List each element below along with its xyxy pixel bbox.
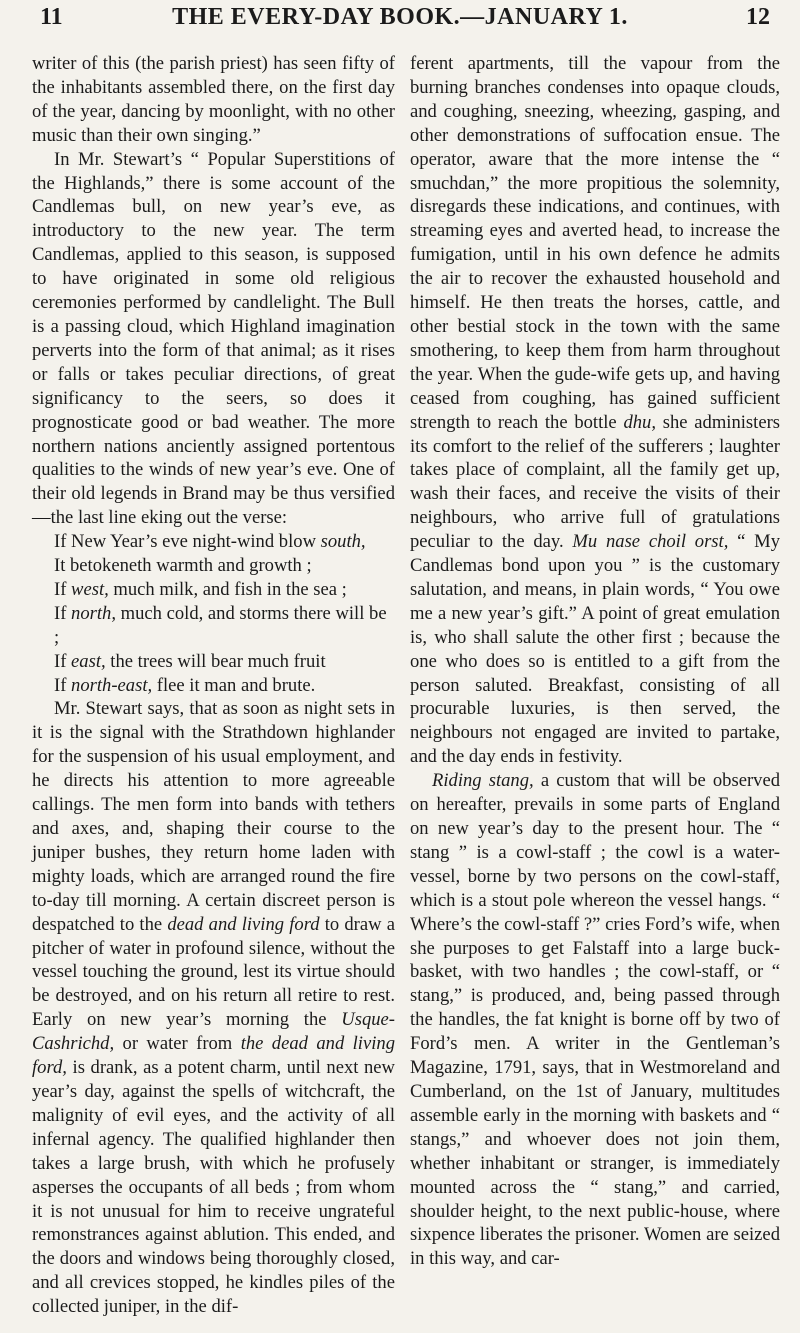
right-column bbox=[410, 52, 780, 1271]
paragraph: ferent apartments, till the vapour from the burning branches condenses into opaque clouds, and coughing, sneezing, wheezing, gasping, and other demonstrations of suffocation ensue. The operator, aware that the more intense the “ smuchdan,” the more propitious the solemnity, disregards these indications, and continues, with streaming eyes and averted head, to increase the fumigation, until in his own defence he admits the air to recover the exhausted household and himself. He then treats the horses, cattle, and other bestial stock in the town with the same smothering, to keep them from harm throughout the year. When the gude-wife gets up, and having ceased from coughing, has gained sufficient strength to reach the bottle dhu, she administers its comfort to the relief of the sufferers ; laughter takes place of complaint, all the family get up, wash their faces, and receive the visits of their neighbours, who arrive full of gratulations peculiar to the day. Mu nase choil orst, “ My Candlemas bond upon you ” is the customary salutation, and means, in plain words, “ You owe me a new year’s gift.” A point of great emulation is, who shall salute the other first ; because the one who does so is entitled to a gift from the person saluted. Breakfast, consisting of all procurable luxuries, is then served, the neighbours not engaged are invited to partake, and the day ends in festivity. bbox=[410, 53, 780, 768]
verse-line: If north, much cold, and storms there will be ; bbox=[54, 602, 387, 648]
left-column bbox=[32, 52, 395, 1319]
verse-line: If west, much milk, and fish in the sea ; bbox=[54, 578, 347, 600]
verse-line: It betokeneth warmth and growth ; bbox=[54, 555, 312, 577]
running-head: THE EVERY-DAY BOOK.—JANUARY 1. bbox=[172, 4, 628, 30]
paragraph: In Mr. Stewart’s “ Popular Superstitions of the Highlands,” there is some account of the Candlemas bull, on new year’s eve, as introductory to the new year. The term Candlemas, applied to this season, is supposed to have originated in some old religious ceremonies performed by candlelight. The Bull is a passing cloud, which Highland imagination perverts into the form of that animal; as it rises or falls or takes peculiar directions, of great significancy to the seers, so does it prognosticate good or bad weather. The more northern nations anciently assigned portentous qualities to the winds of new year’s eve. One of their old legends in Brand may be thus versified—the last line eking out the verse: bbox=[32, 148, 395, 529]
verse bbox=[32, 530, 395, 697]
paragraph: writer of this (the parish priest) has seen fifty of the inhabitants assembled there, on the first day of the year, dancing by moonlight, with no other music than their own singing.” bbox=[32, 53, 395, 146]
page-number-right: 12 bbox=[746, 4, 770, 30]
paragraph: Riding stang, a custom that will be observed on hereafter, prevails in some parts of England on new year’s day to the present hour. The “ stang ” is a cowl-staff ; the cowl is a water-vessel, borne by two persons on the cowl-staff, which is a stout pole whereon the vessel hangs. “ Where’s the cowl-staff ?” cries Ford’s wife, when she purposes to get Falstaff into a large buck-basket, with two handles ; the cowl-staff, or “ stang,” is produced, and, being passed through the handles, the fat knight is borne off by two of Ford’s men. A writer in the Gentleman’s Magazine, 1791, says, that in Westmoreland and Cumberland, on the 1st of January, multitudes assemble early in the morning with baskets and “ stangs,” and whoever does not join them, whether inhabitant or stranger, is immediately mounted across the “ stang,” and carried, shoulder height, to the next public-house, where sixpence liberates the prisoner. Women are seized in this way, and car- bbox=[410, 770, 780, 1270]
verse-line: If New Year’s eve night-wind blow south, bbox=[54, 531, 366, 553]
verse-line: If east, the trees will bear much fruit bbox=[54, 650, 326, 672]
page-header bbox=[0, 4, 800, 38]
verse-line: If north-east, flee it man and brute. bbox=[54, 674, 316, 696]
paragraph: Mr. Stewart says, that as soon as night sets in it is the signal with the Strathdown highlander for the suspension of his usual employment, and he directs his attention to more agreeable callings. The men form into bands with tethers and axes, and, shaping their course to the juniper bushes, they return home laden with mighty loads, which are arranged round the fire to-day till morning. A certain discreet person is despatched to the dead and living ford to draw a pitcher of water in profound silence, without the vessel touching the ground, lest its virtue should be destroyed, and on his return all retire to rest. Early on new year’s morning the Usque-Cashrichd, or water from the dead and living ford, is drank, as a potent charm, until next new year’s day, against the spells of witchcraft, the malignity of evil eyes, and the activity of all infernal agency. The qualified highlander then takes a large brush, with which he profusely asperses the occupants of all beds ; from whom it is not unusual for him to receive ungrateful remonstrances against ablution. This ended, and the doors and windows being thoroughly closed, and all crevices stopped, he kindles piles of the collected juniper, in the dif- bbox=[32, 698, 395, 1318]
page-number-left: 11 bbox=[40, 4, 63, 30]
